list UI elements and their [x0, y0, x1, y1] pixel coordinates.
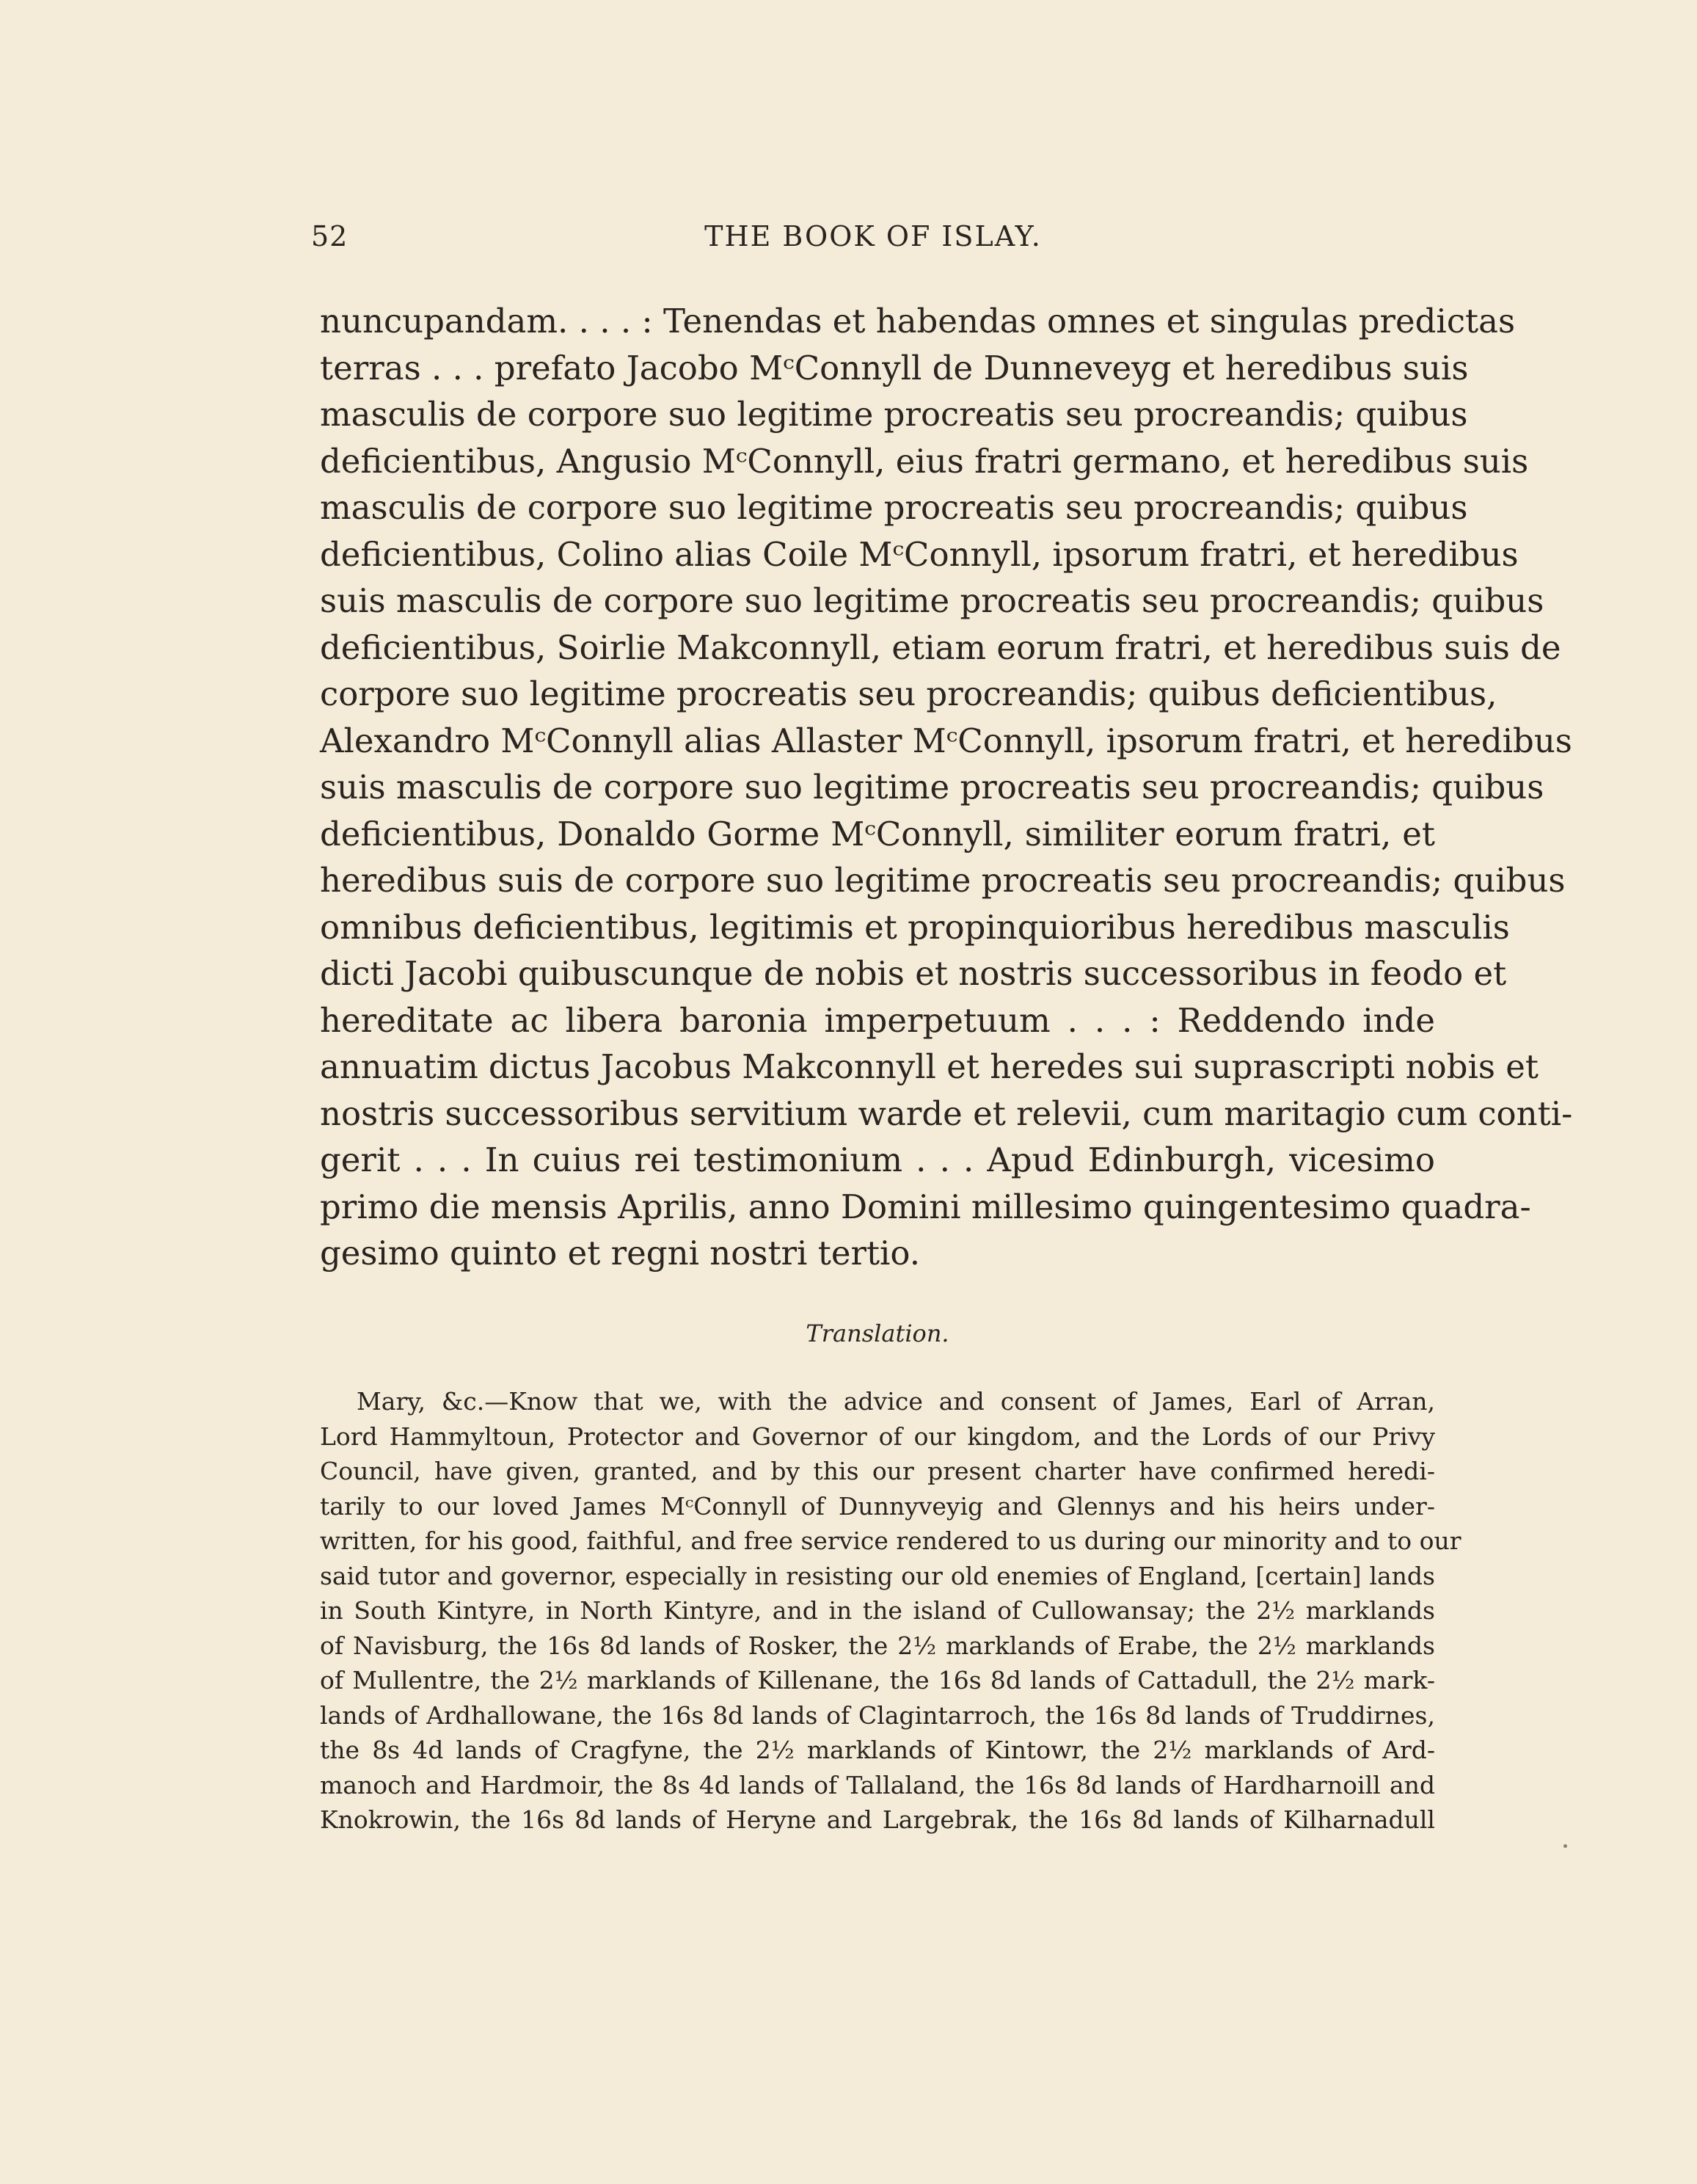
text-line: deficientibus, Donaldo Gorme MᶜConnyll, similiter eorum fratri, et	[320, 814, 1435, 853]
text-line: heredibus suis de corpore suo legitime procreatis seu procreandis; quibus	[320, 861, 1566, 900]
text-line: said tutor and governor, especially in resisting our old enemies of England, [certain] lands	[320, 1561, 1435, 1590]
text-line: terras . . . prefato Jacobo MᶜConnyll de Dunneveyg et heredibus suis	[320, 348, 1469, 387]
text-line: primo die mensis Aprilis, anno Domini millesimo quingentesimo quadra-	[320, 1187, 1531, 1226]
page-number: 52	[311, 220, 348, 252]
running-head	[311, 220, 1435, 264]
running-title: THE BOOK OF ISLAY.	[704, 220, 1042, 252]
translation-heading: Translation.	[806, 1320, 949, 1347]
text-line: Knokrowin, the 16s 8d lands of Heryne and Largebrak, the 16s 8d lands of Kilharnadull	[320, 1805, 1435, 1834]
text-line: of Navisburg, the 16s 8d lands of Rosker, the 2½ marklands of Erabe, the 2½ marklands	[320, 1631, 1435, 1660]
text-line: written, for his good, faithful, and free service rendered to us during our minority and to our	[320, 1526, 1461, 1555]
text-line: corpore suo legitime procreatis seu procreandis; quibus deficientibus,	[320, 674, 1497, 713]
text-line: of Mullentre, the 2½ marklands of Killenane, the 16s 8d lands of Cattadull, the 2½ mark-	[320, 1666, 1435, 1695]
text-line: Council, have given, granted, and by this our present charter have confirmed heredi-	[320, 1457, 1435, 1485]
text-line: nuncupandam. . . . : Tenendas et habendas omnes et singulas predictas	[320, 302, 1516, 341]
text-line: annuatim dictus Jacobus Makconnyll et heredes sui suprascripti nobis et	[320, 1047, 1539, 1086]
text-line: masculis de corpore suo legitime procreatis seu procreandis; quibus	[320, 395, 1468, 434]
text-line: omnibus deficientibus, legitimis et propinquioribus heredibus masculis	[320, 907, 1510, 947]
text-line: Lord Hammyltoun, Protector and Governor of our kingdom, and the Lords of our Privy	[320, 1422, 1435, 1451]
text-line: in South Kintyre, in North Kintyre, and in the island of Cullowansay; the 2½ marklands	[320, 1596, 1435, 1625]
text-line: tarily to our loved James MᶜConnyll of Dunnyveyig and Glennys and his heirs under-	[320, 1491, 1435, 1521]
latin-charter-text	[320, 298, 1573, 1277]
text-line: suis masculis de corpore suo legitime procreatis seu procreandis; quibus	[320, 768, 1544, 807]
text-line: manoch and Hardmoir, the 8s 4d lands of Tallaland, the 16s 8d lands of Hardharnoill and	[320, 1770, 1435, 1799]
text-line: dicti Jacobi quibuscunque de nobis et nostris successoribus in feodo et	[320, 954, 1507, 993]
translation-text	[320, 1384, 1461, 1838]
text-line: masculis de corpore suo legitime procreatis seu procreandis; quibus	[320, 488, 1468, 527]
text-line: gesimo quinto et regni nostri tertio.	[320, 1234, 921, 1273]
text-line: lands of Ardhallowane, the 16s 8d lands of Clagintarroch, the 16s 8d lands of Truddirnes,	[320, 1700, 1435, 1730]
text-line: the 8s 4d lands of Cragfyne, the 2½ marklands of Kintowr, the 2½ marklands of Ard-	[320, 1736, 1435, 1764]
text-line: Alexandro MᶜConnyll alias Allaster MᶜConnyll, ipsorum fratri, et heredibus	[320, 721, 1572, 760]
text-line: deficientibus, Soirlie Makconnyll, etiam eorum fratri, et heredibus suis de	[320, 627, 1561, 667]
text-line: Mary, &c.—Know that we, with the advice and consent of James, Earl of Arran,	[357, 1387, 1435, 1416]
text-line: deficientibus, Colino alias Coile MᶜConnyll, ipsorum fratri, et heredibus	[320, 534, 1519, 574]
text-line: gerit . . . In cuius rei testimonium . . . Apud Edinburgh, vicesimo	[320, 1140, 1435, 1179]
text-line: nostris successoribus servitium warde et relevii, cum maritagio cum conti-	[320, 1093, 1573, 1133]
text-line: suis masculis de corpore suo legitime procreatis seu procreandis; quibus	[320, 581, 1544, 620]
text-line: hereditate ac libera baronia imperpetuum . . . : Reddendo inde	[320, 1000, 1435, 1040]
text-line: deficientibus, Angusio MᶜConnyll, eius fratri germano, et heredibus suis	[320, 441, 1529, 481]
paper-speck	[1563, 1844, 1567, 1848]
